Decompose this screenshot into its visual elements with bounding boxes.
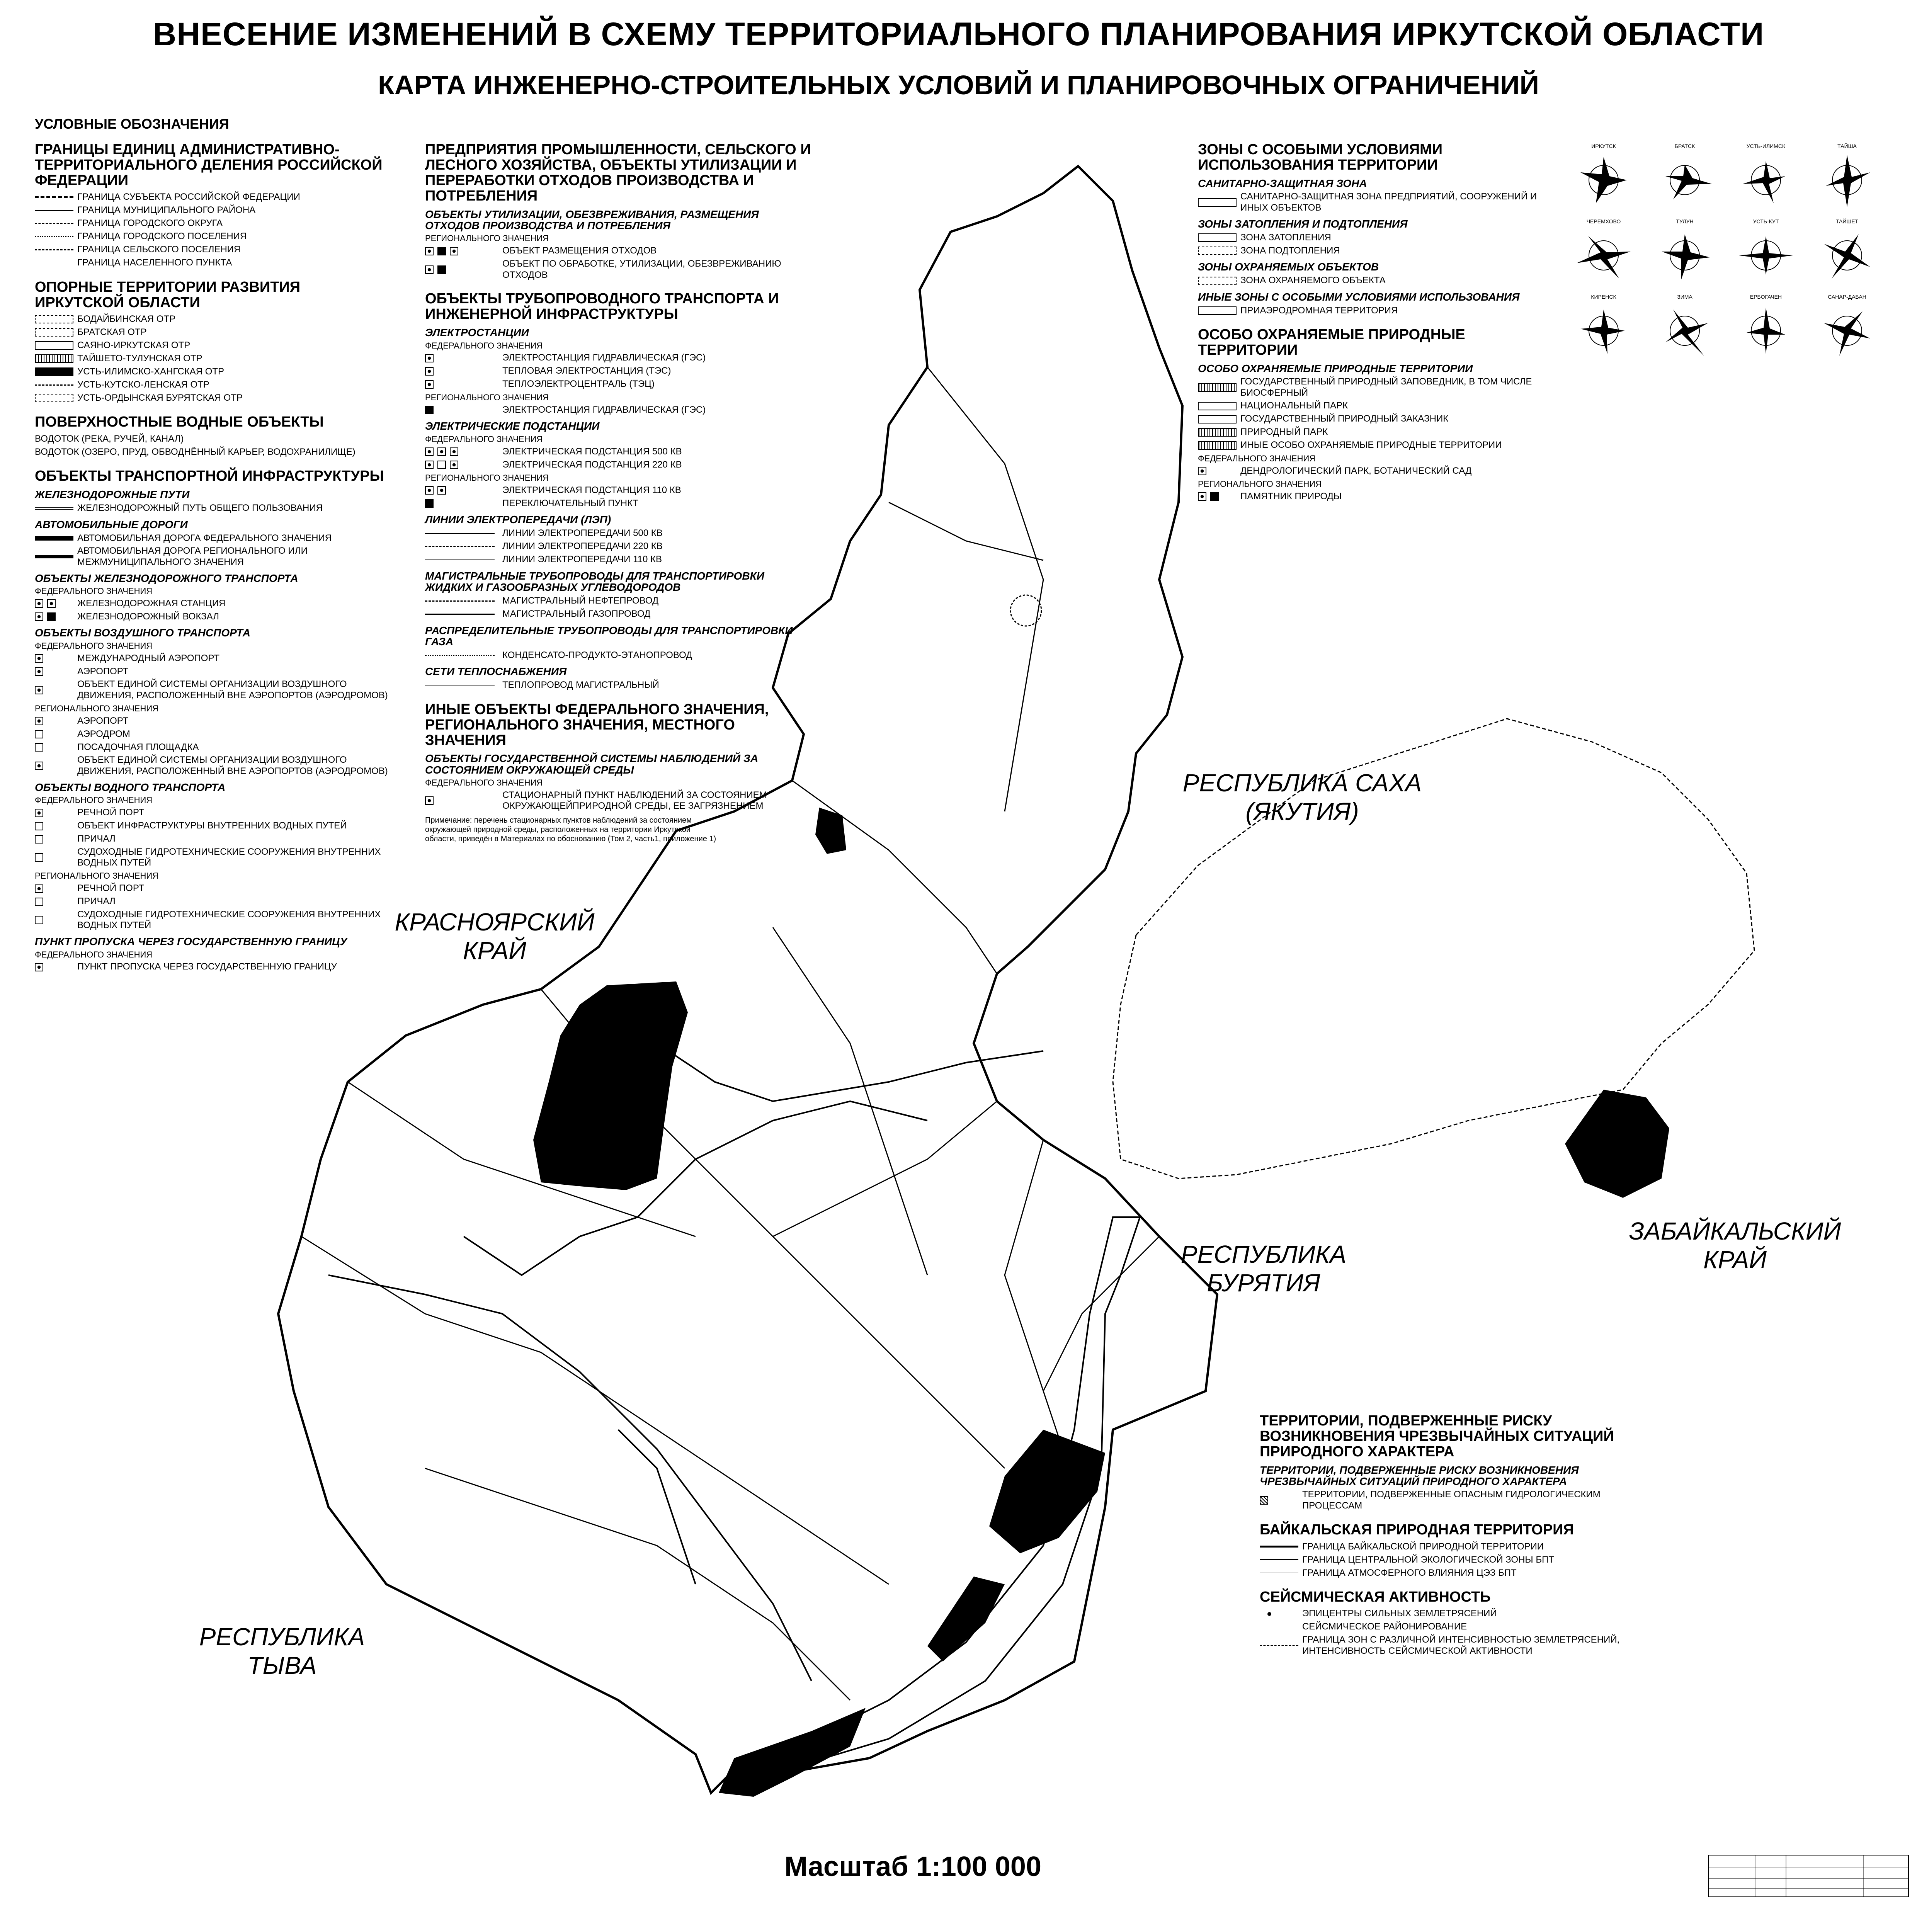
legend-item: ЗОНА ОХРАНЯЕМОГО ОБЪЕКТА (1198, 275, 1546, 287)
legend-item: ПРИЧАЛ (35, 896, 390, 908)
legend-item: ЛИНИИ ЭЛЕКТРОПЕРЕДАЧИ 500 КВ (425, 528, 811, 539)
wind-rose: ТАЙША (1808, 143, 1886, 216)
legend-subtitle: АВТОМОБИЛЬНЫЕ ДОРОГИ (35, 518, 188, 531)
legend-subtitle: ЖЕЛЕЗНОДОРОЖНЫЕ ПУТИ (35, 488, 190, 501)
legend-item: ЭПИЦЕНТРЫ СИЛЬНЫХ ЗЕМЛЕТРЯСЕНИЙ (1260, 1608, 1646, 1620)
legend-subtitle: ОБЪЕКТЫ ГОСУДАРСТВЕННОЙ СИСТЕМЫ НАБЛЮДЕНИЙ ЗА СОСТОЯНИЕМ ОКРУЖАЮЩЕЙ СРЕДЫ (425, 752, 759, 776)
legend-water-title: ПОВЕРХНОСТНЫЕ ВОДНЫЕ ОБЪЕКТЫ (35, 414, 324, 430)
legend-item: ПРИЧАЛ (35, 833, 390, 845)
legend-subtitle: ЭЛЕКТРИЧЕСКИЕ ПОДСТАНЦИИ (425, 420, 600, 432)
legend-zones-title: ЗОНЫ С ОСОБЫМИ УСЛОВИЯМИ ИСПОЛЬЗОВАНИЯ ТЕРРИТОРИИ (1198, 141, 1443, 173)
legend-subtitle: ПУНКТ ПРОПУСКА ЧЕРЕЗ ГОСУДАРСТВЕННУЮ ГРАНИЦУ (35, 935, 347, 948)
legend-item: УСТЬ-ОРДЫНСКАЯ БУРЯТСКАЯ ОТР (35, 392, 390, 404)
infrastructure-lines (328, 1043, 1043, 1681)
wind-rose: БРАТСК (1646, 143, 1723, 216)
legend-transport-title: ОБЪЕКТЫ ТРАНСПОРТНОЙ ИНФРАСТРУКТУРЫ (35, 468, 384, 485)
legend-item: ЛИНИИ ЭЛЕКТРОПЕРЕДАЧИ 110 КВ (425, 554, 811, 566)
legend-level: РЕГИОНАЛЬНОГО ЗНАЧЕНИЯ (35, 871, 159, 881)
legend-item: ЖЕЛЕЗНОДОРОЖНЫЙ ВОКЗАЛ (35, 611, 390, 622)
legend-subtitle: РАСПРЕДЕЛИТЕЛЬНЫЕ ТРУБОПРОВОДЫ ДЛЯ ТРАНСПОРТИРОВКИ ГАЗА (425, 624, 793, 648)
legend-item: ЗОНА ЗАТОПЛЕНИЯ (1198, 232, 1546, 243)
legend-otr-title: ОПОРНЫЕ ТЕРРИТОРИИ РАЗВИТИЯ ИРКУТСКОЙ ОБЛАСТИ (35, 279, 301, 311)
legend-subtitle: МАГИСТРАЛЬНЫЕ ТРУБОПРОВОДЫ ДЛЯ ТРАНСПОРТИРОВКИ ЖИДКИХ И ГАЗООБРАЗНЫХ УГЛЕВОДОРОДОВ (425, 570, 764, 594)
legend-item: НАЦИОНАЛЬНЫЙ ПАРК (1198, 400, 1546, 412)
legend-item: СУДОХОДНЫЕ ГИДРОТЕХНИЧЕСКИЕ СООРУЖЕНИЯ ВНУТРЕННИХ ВОДНЫХ ПУТЕЙ (35, 847, 390, 869)
legend-item: ЗОНА ПОДТОПЛЕНИЯ (1198, 245, 1546, 257)
legend-item: ГРАНИЦА МУНИЦИПАЛЬНОГО РАЙОНА (35, 205, 390, 216)
legend-item: САЯНО-ИРКУТСКАЯ ОТР (35, 340, 390, 351)
legend-level: ФЕДЕРАЛЬНОГО ЗНАЧЕНИЯ (425, 340, 543, 350)
oopt-black-1 (533, 981, 688, 1190)
legend-item: АВТОМОБИЛЬНАЯ ДОРОГА ФЕДЕРАЛЬНОГО ЗНАЧЕНИЯ (35, 532, 390, 544)
legend-item: АЭРОПОРТ (35, 666, 390, 677)
legend-item: ГОСУДАРСТВЕННЫЙ ПРИРОДНЫЙ ЗАКАЗНИК (1198, 413, 1546, 425)
legend-level: ФЕДЕРАЛЬНОГО ЗНАЧЕНИЯ (35, 795, 153, 805)
legend-item: УСТЬ-КУТСКО-ЛЕНСКАЯ ОТР (35, 379, 390, 391)
wind-rose: ЕРБОГАЧЕН (1727, 294, 1805, 367)
legend-level: ФЕДЕРАЛЬНОГО ЗНАЧЕНИЯ (425, 778, 543, 788)
legend-item: ГРАНИЦА ЗОН С РАЗЛИЧНОЙ ИНТЕНСИВНОСТЬЮ ЗЕМЛЕТРЯСЕНИЙ, ИНТЕНСИВНОСТЬ СЕЙСМИЧЕСКОЙ АКТИВНОСТИ (1260, 1634, 1646, 1657)
legend-item: ТЕПЛОПРОВОД МАГИСТРАЛЬНЫЙ (425, 680, 811, 691)
legend-other-title: ИНЫЕ ОБЪЕКТЫ ФЕДЕРАЛЬНОГО ЗНАЧЕНИЯ, РЕГИОНАЛЬНОГО ЗНАЧЕНИЯ, МЕСТНОГО ЗНАЧЕНИЯ (425, 701, 769, 748)
legend-subtitle: ЗОНЫ ОХРАНЯЕМЫХ ОБЪЕКТОВ (1198, 261, 1379, 273)
wind-rose: ИРКУТСК (1565, 143, 1642, 216)
legend-item: ПЕРЕКЛЮЧАТЕЛЬНЫЙ ПУНКТ (425, 498, 811, 509)
oopt-black-5 (927, 1577, 1005, 1662)
legend-level: РЕГИОНАЛЬНОГО ЗНАЧЕНИЯ (425, 473, 549, 483)
legend-item: ГРАНИЦА НАСЕЛЕННОГО ПУНКТА (35, 257, 390, 269)
legend-item: ТАЙШЕТО-ТУЛУНСКАЯ ОТР (35, 353, 390, 364)
legend-item: ВОДОТОК (ОЗЕРО, ПРУД, ОБВОДНЁННЫЙ КАРЬЕР, ВОДОХРАНИЛИЩЕ) (35, 446, 356, 457)
legend-item: УСТЬ-ИЛИМСКО-ХАНГСКАЯ ОТР (35, 366, 390, 378)
legend-note: Примечание: перечень стационарных пунктов наблюдений за состоянием окружающей природной среды, расположенных на территории Иркутской области, приведён в Материалах по обоснованию (Том 2, часть1, приложение 1) (425, 816, 716, 844)
legend-column-3 (1198, 131, 1546, 504)
legend-item: ГОСУДАРСТВЕННЫЙ ПРИРОДНЫЙ ЗАПОВЕДНИК, В ТОМ ЧИСЛЕ БИОСФЕРНЫЙ (1198, 376, 1546, 399)
legend-subtitle: СЕТИ ТЕПЛОСНАБЖЕНИЯ (425, 665, 567, 678)
legend-item: ОБЪЕКТ ЕДИНОЙ СИСТЕМЫ ОРГАНИЗАЦИИ ВОЗДУШНОГО ДВИЖЕНИЯ, РАСПОЛОЖЕННЫЙ ВНЕ АЭРОПОРТОВ (АЭРОДРОМОВ) (35, 679, 390, 701)
legend-item: ЭЛЕКТРИЧЕСКАЯ ПОДСТАНЦИЯ 500 КВ (425, 446, 811, 457)
legend-item: ПРИРОДНЫЙ ПАРК (1198, 427, 1546, 438)
legend-item: ЭЛЕКТРИЧЕСКАЯ ПОДСТАНЦИЯ 110 КВ (425, 485, 811, 496)
legend-borders-title: ГРАНИЦЫ ЕДИНИЦ АДМИНИСТРАТИВНО-ТЕРРИТОРИАЛЬНОГО ДЕЛЕНИЯ РОССИЙСКОЙ ФЕДЕРАЦИИ (35, 141, 383, 189)
wind-rose: ТАЙШЕТ (1808, 218, 1886, 292)
legend-item: ПУНКТ ПРОПУСКА ЧЕРЕЗ ГОСУДАРСТВЕННУЮ ГРАНИЦУ (35, 961, 390, 973)
legend-level: ФЕДЕРАЛЬНОГО ЗНАЧЕНИЯ (35, 641, 153, 651)
legend-item: ГРАНИЦА ГОРОДСКОГО ОКРУГА (35, 218, 390, 230)
legend-item: РЕЧНОЙ ПОРТ (35, 807, 390, 819)
legend-subtitle: ОБЪЕКТЫ ВОДНОГО ТРАНСПОРТА (35, 781, 226, 793)
legend-item: КОНДЕНСАТО-ПРОДУКТО-ЭТАНОПРОВОД (425, 650, 811, 661)
legend-item: ГРАНИЦА ЦЕНТРАЛЬНОЙ ЭКОЛОГИЧЕСКОЙ ЗОНЫ БПТ (1260, 1554, 1646, 1566)
legend-subtitle: САНИТАРНО-ЗАЩИТНАЯ ЗОНА (1198, 177, 1367, 189)
legend-subtitle: ЛИНИИ ЭЛЕКТРОПЕРЕДАЧИ (ЛЭП) (425, 514, 611, 526)
legend-column-1 (35, 131, 390, 975)
legend-level: ФЕДЕРАЛЬНОГО ЗНАЧЕНИЯ (1198, 453, 1316, 463)
legend-subtitle: ТЕРРИТОРИИ, ПОДВЕРЖЕННЫЕ РИСКУ ВОЗНИКНОВЕНИЯ ЧРЕЗВЫЧАЙНЫХ СИТУАЦИЙ ПРИРОДНОГО ХАРАКТЕРА (1260, 1464, 1579, 1488)
legend-item: СТАЦИОНАРНЫЙ ПУНКТ НАБЛЮДЕНИЙ ЗА СОСТОЯНИЕМ ОКРУЖАЮЩЕЙПРИРОДНОЙ СРЕДЫ, ЕЕ ЗАГРЯЗНЕНИЕМ (425, 790, 811, 812)
legend-item: ЭЛЕКТРОСТАНЦИЯ ГИДРАВЛИЧЕСКАЯ (ГЭС) (425, 404, 811, 416)
legend-item: ГРАНИЦА ГОРОДСКОГО ПОСЕЛЕНИЯ (35, 231, 390, 243)
legend-subtitle: ОБЪЕКТЫ ВОЗДУШНОГО ТРАНСПОРТА (35, 627, 250, 639)
legend-item: ГРАНИЦА СУБЪЕКТА РОССИЙСКОЙ ФЕДЕРАЦИИ (35, 192, 390, 203)
title-block-stamp (1708, 1855, 1909, 1897)
legend-item: ТЕПЛОЭЛЕКТРОЦЕНТРАЛЬ (ТЭЦ) (425, 379, 811, 390)
wind-rose: ТУЛУН (1646, 218, 1723, 292)
legend-item: БРАТСКАЯ ОТР (35, 327, 390, 338)
legend-header: УСЛОВНЫЕ ОБОЗНАЧЕНИЯ (35, 116, 229, 132)
legend-item: СУДОХОДНЫЕ ГИДРОТЕХНИЧЕСКИЕ СООРУЖЕНИЯ ВНУТРЕННИХ ВОДНЫХ ПУТЕЙ (35, 909, 390, 932)
legend-item: ИНЫЕ ОСОБО ОХРАНЯЕМЫЕ ПРИРОДНЫЕ ТЕРРИТОРИИ (1198, 440, 1546, 451)
legend-level: ФЕДЕРАЛЬНОГО ЗНАЧЕНИЯ (35, 949, 153, 959)
legend-industry-title: ПРЕДПРИЯТИЯ ПРОМЫШЛЕННОСТИ, СЕЛЬСКОГО И ЛЕСНОГО ХОЗЯЙСТВА, ОБЪЕКТЫ УТИЛИЗАЦИИ И ПЕРЕРАБОТКИ ОТХОДОВ ПРОИЗВОДСТВА И ПОТРЕБЛЕНИЯ (425, 141, 811, 204)
legend-level: ФЕДЕРАЛЬНОГО ЗНАЧЕНИЯ (35, 586, 153, 596)
legend-item: МЕЖДУНАРОДНЫЙ АЭРОПОРТ (35, 653, 390, 664)
legend-risk-title: ТЕРРИТОРИИ, ПОДВЕРЖЕННЫЕ РИСКУ ВОЗНИКНОВЕНИЯ ЧРЕЗВЫЧАЙНЫХ СИТУАЦИЙ ПРИРОДНОГО ХАРАКТЕРА (1260, 1413, 1614, 1460)
legend-item: АЭРОПОРТ (35, 715, 390, 727)
wind-rose: САНАР-ДАБАН (1808, 294, 1886, 367)
legend-item: СЕЙСМИЧЕСКОЕ РАЙОНИРОВАНИЕ (1260, 1621, 1646, 1633)
legend-baikal-title: БАЙКАЛЬСКАЯ ПРИРОДНАЯ ТЕРРИТОРИЯ (1260, 1522, 1574, 1538)
legend-subtitle: ЗОНЫ ЗАТОПЛЕНИЯ И ПОДТОПЛЕНИЯ (1198, 218, 1408, 230)
legend-column-4 (1260, 1403, 1646, 1658)
legend-item: АВТОМОБИЛЬНАЯ ДОРОГА РЕГИОНАЛЬНОГО ИЛИ МЕЖМУНИЦИПАЛЬНОГО ЗНАЧЕНИЯ (35, 546, 390, 568)
legend-level: РЕГИОНАЛЬНОГО ЗНАЧЕНИЯ (35, 703, 159, 713)
map-title: ВНЕСЕНИЕ ИЗМЕНЕНИЙ В СХЕМУ ТЕРРИТОРИАЛЬНОГО ПЛАНИРОВАНИЯ ИРКУТСКОЙ ОБЛАСТИ (153, 16, 1764, 52)
legend-item: ОБЪЕКТ РАЗМЕЩЕНИЯ ОТХОДОВ (425, 245, 811, 257)
legend-item: ТЕПЛОВАЯ ЭЛЕКТРОСТАНЦИЯ (ТЭС) (425, 366, 811, 377)
legend-item: ГРАНИЦА АТМОСФЕРНОГО ВЛИЯНИЯ ЦЭЗ БПТ (1260, 1567, 1646, 1579)
legend-subtitle: ОБЪЕКТЫ ЖЕЛЕЗНОДОРОЖНОГО ТРАНСПОРТА (35, 572, 298, 584)
region-label-zabaykalsky: ЗАБАЙКАЛЬСКИЙ КРАЙ (1629, 1217, 1841, 1274)
map-scale: Масштаб 1:100 000 (784, 1851, 1042, 1882)
legend-item: ОБЪЕКТ ИНФРАСТРУКТУРЫ ВНУТРЕННИХ ВОДНЫХ ПУТЕЙ (35, 820, 390, 832)
legend-column-2 (425, 131, 811, 844)
wind-roses (1565, 143, 1882, 367)
legend-level: РЕГИОНАЛЬНОГО ЗНАЧЕНИЯ (425, 392, 549, 402)
legend-item: ПАМЯТНИК ПРИРОДЫ (1198, 491, 1546, 502)
region-label-tyva: РЕСПУБЛИКА ТЫВА (199, 1623, 365, 1679)
legend-oopt-title: ОСОБО ОХРАНЯЕМЫЕ ПРИРОДНЫЕ ТЕРРИТОРИИ (1198, 326, 1465, 358)
legend-level: РЕГИОНАЛЬНОГО ЗНАЧЕНИЯ (425, 233, 549, 243)
legend-item: ЭЛЕКТРИЧЕСКАЯ ПОДСТАНЦИЯ 220 КВ (425, 459, 811, 471)
legend-item: ЛИНИИ ЭЛЕКТРОПЕРЕДАЧИ 220 КВ (425, 541, 811, 553)
legend-subtitle: ОБЪЕКТЫ УТИЛИЗАЦИИ, ОБЕЗВРЕЖИВАНИЯ, РАЗМЕЩЕНИЯ ОТХОДОВ ПРОИЗВОДСТВА И ПОТРЕБЛЕНИЯ (425, 208, 759, 231)
region-label-sakha: РЕСПУБЛИКА САХА (ЯКУТИЯ) (1182, 769, 1422, 825)
legend-item: МАГИСТРАЛЬНЫЙ ГАЗОПРОВОД (425, 609, 811, 620)
legend-item: ЖЕЛЕЗНОДОРОЖНАЯ СТАНЦИЯ (35, 598, 390, 609)
wind-rose: ЗИМА (1646, 294, 1723, 367)
wind-rose: УСТЬ-КУТ (1727, 218, 1805, 292)
legend-subtitle: ИНЫЕ ЗОНЫ С ОСОБЫМИ УСЛОВИЯМИ ИСПОЛЬЗОВАНИЯ (1198, 291, 1520, 303)
legend-item: АЭРОДРОМ (35, 728, 390, 740)
oopt-black-3 (1565, 1090, 1669, 1198)
legend-item: ГРАНИЦА БАЙКАЛЬСКОЙ ПРИРОДНОЙ ТЕРРИТОРИИ (1260, 1541, 1646, 1553)
legend-item: ДЕНДРОЛОГИЧЕСКИЙ ПАРК, БОТАНИЧЕСКИЙ САД (1198, 465, 1546, 477)
legend-subtitle: ЭЛЕКТРОСТАНЦИИ (425, 327, 529, 339)
wind-rose: КИРЕНСК (1565, 294, 1642, 367)
region-label-buryatia: РЕСПУБЛИКА БУРЯТИЯ (1180, 1240, 1347, 1297)
legend-item: ЭЛЕКТРОСТАНЦИЯ ГИДРАВЛИЧЕСКАЯ (ГЭС) (425, 352, 811, 364)
legend-item: МАГИСТРАЛЬНЫЙ НЕФТЕПРОВОД (425, 595, 811, 607)
legend-level: РЕГИОНАЛЬНОГО ЗНАЧЕНИЯ (1198, 479, 1322, 489)
legend-level: ФЕДЕРАЛЬНОГО ЗНАЧЕНИЯ (425, 434, 543, 444)
oopt-black-4 (989, 1430, 1105, 1553)
legend-item: ОБЪЕКТ ПО ОБРАБОТКЕ, УТИЛИЗАЦИИ, ОБЕЗВРЕЖИВАНИЮ ОТХОДОВ (425, 259, 811, 281)
legend-subtitle: ОСОБО ОХРАНЯЕМЫЕ ПРИРОДНЫЕ ТЕРРИТОРИИ (1198, 362, 1473, 374)
legend-seismic-title: СЕЙСМИЧЕСКАЯ АКТИВНОСТЬ (1260, 1588, 1491, 1605)
legend-pipeline-title: ОБЪЕКТЫ ТРУБОПРОВОДНОГО ТРАНСПОРТА И ИНЖЕНЕРНОЙ ИНФРАСТРУКТУРЫ (425, 291, 779, 323)
legend-item: ПРИАЭРОДРОМНАЯ ТЕРРИТОРИЯ (1198, 305, 1546, 316)
legend-item: ГРАНИЦА СЕЛЬСКОГО ПОСЕЛЕНИЯ (35, 244, 390, 256)
legend-item: САНИТАРНО-ЗАЩИТНАЯ ЗОНА ПРЕДПРИЯТИЙ, СООРУЖЕНИЙ И ИНЫХ ОБЪЕКТОВ (1198, 191, 1546, 214)
legend-item: ВОДОТОК (РЕКА, РУЧЕЙ, КАНАЛ) (35, 433, 184, 444)
legend-item: ЖЕЛЕЗНОДОРОЖНЫЙ ПУТЬ ОБЩЕГО ПОЛЬЗОВАНИЯ (35, 503, 390, 514)
legend-item: БОДАЙБИНСКАЯ ОТР (35, 313, 390, 325)
map-subtitle: КАРТА ИНЖЕНЕРНО-СТРОИТЕЛЬНЫХ УСЛОВИЙ И ПЛАНИРОВОЧНЫХ ОГРАНИЧЕНИЙ (378, 70, 1539, 100)
wind-rose: УСТЬ-ИЛИМСК (1727, 143, 1805, 216)
legend-item: РЕЧНОЙ ПОРТ (35, 883, 390, 895)
legend-item: ОБЪЕКТ ЕДИНОЙ СИСТЕМЫ ОРГАНИЗАЦИИ ВОЗДУШНОГО ДВИЖЕНИЯ, РАСПОЛОЖЕННЫЙ ВНЕ АЭРОПОРТОВ (АЭРОДРОМОВ) (35, 755, 390, 777)
wind-rose: ЧЕРЕМХОВО (1565, 218, 1642, 292)
station-symbol (1010, 595, 1041, 626)
legend-item: ТЕРРИТОРИИ, ПОДВЕРЖЕННЫЕ ОПАСНЫМ ГИДРОЛОГИЧЕСКИМ ПРОЦЕССАМ (1260, 1489, 1646, 1512)
legend-item: ПОСАДОЧНАЯ ПЛОЩАДКА (35, 742, 390, 753)
region-label-krasnoyarsk: КРАСНОЯРСКИЙ КРАЙ (395, 908, 595, 964)
oopt-black-2 (815, 808, 846, 854)
